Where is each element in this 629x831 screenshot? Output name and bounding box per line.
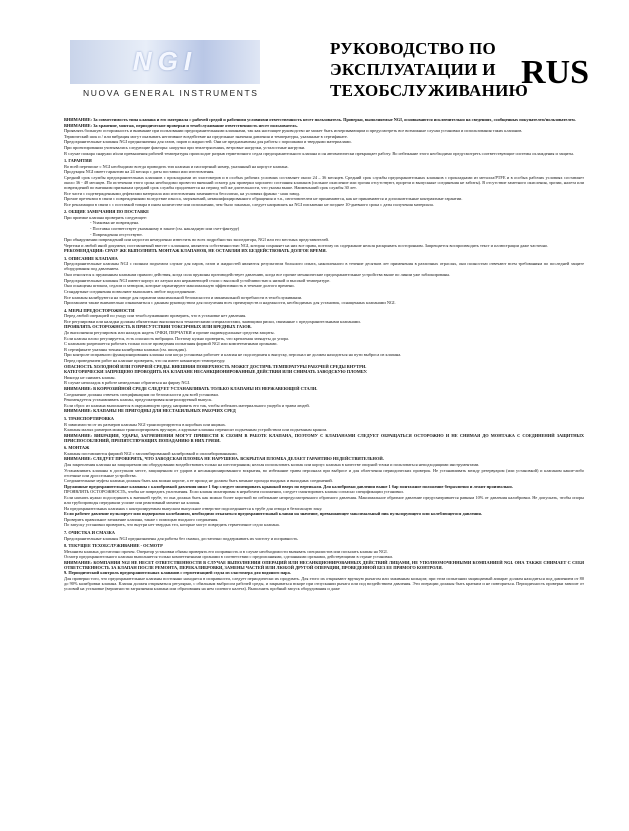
paragraph: С клапаном разрешается работать только после проведения испытания фирмой NGI или компетентными органами. bbox=[64, 341, 278, 347]
paragraph: Термический шок и / или вибрация могут оказывать негативное воздействие на предельные значения давления и температуры, указанные в сертификате. bbox=[64, 133, 348, 139]
section-heading: 4. МЕРЫ ПРЕДОСТОРОЖНОСТИ bbox=[64, 307, 135, 313]
paragraph: В случае пожара снаружи и/или превышения рабочей температуры происходит разрыв герметичного седла предохранительного клапана и он автоматически прекращает работу. Во избежание этого необходимо предусмотреть соответствующие системы охлаждения и защиты. bbox=[64, 150, 575, 156]
paragraph: Продукция NGI имеет гарантию на 24 месяца с даты поставки или изготовления. bbox=[64, 169, 215, 175]
paragraph: При обнаружении повреждений или недостач немедленно известить во всех подробностях экспедитора, NGI или его местных представителей. bbox=[64, 237, 329, 243]
section-heading: 7. ОЧИСТКА И СМАЗКА bbox=[64, 529, 115, 535]
paragraph: Никогда не снимать клапан. bbox=[64, 374, 116, 380]
paragraph: Предохранительные клапаны NGI предназначены для газов, паров и жидкостей. Они не предназначены для работы с порошками и твердыми материалами. bbox=[64, 139, 352, 145]
paragraph: В случае неполадок в работе немедленно обратиться на фирму NGI. bbox=[64, 380, 191, 386]
paragraph: Во всей переписке с NGI необходимо всегда приводить тип клапана и паспортный номер, указанный на корпусе клапана. bbox=[64, 163, 289, 169]
highlighted-notice: ОПАСНОСТЬ ХОЛОДНОЙ ИЛИ ГОРЯЧЕЙ СРЕДЫ. ВНЕШНЯЯ ПОВЕРХНОСТЬ МОЖЕТ ДОСТИЧЬ ТЕМПЕРАТУРЫ РАБОЧЕЙ СРЕДЫ ВНУТРИ. bbox=[64, 363, 367, 369]
paragraph: Механизм клапана достаточно прочен. Оператор установки обязан проверять его исправность и в случае необходимости вызывать специалистов или посылать клапан на NGI. bbox=[64, 548, 388, 554]
paragraph: Устанавливать клапаны в доступном месте, защищенном от ударов и несанкционированного вскрытия, во избежание травм персонала при выбросе и для облегчения периодических проверок. Не устанавливать между резервуаром (или установкой) и клапаном какие-либо отсечные или дроссельные устройства. bbox=[64, 467, 584, 478]
paragraph: Проверить правильное затяжение клапана, также с помощью входного соединения. bbox=[64, 516, 219, 522]
highlighted-notice: РЕКОМЕНДАЦИЯ: СРАЗУ ЖЕ ВЫПОЛНИТЬ МОНТАЖ КЛАПАНОВ, НЕ ОСТАВЛЯЯ ИХ БЕЗДЕЙСТВОВАТЬ ДОЛГОЕ ВРЕМЯ. bbox=[64, 248, 327, 254]
section-heading: 2. ОБЩИЕ ЗАМЕЧАНИЯ ПО ПОСТАВКЕ bbox=[64, 209, 150, 215]
paragraph: Для закрепления клапана на защищаемом им оборудовании воздействовать только на шестигранник; нельзя использовать колпак или корпус клапана в качестве опорной точки и пользоваться неподходящими инструментами. bbox=[64, 461, 480, 467]
paragraph: Рекомендуется устанавливать клапан, предусматривая контролируемый выпуск. bbox=[64, 397, 213, 403]
paragraph: Средний срок службы предохранительных клапанов с прокладками из эластомеров и в особых рабочих условиях составляет около 24 – 36 месяцев. Средний срок службы предохранительных клапанов с прокладками из металла/PTFE и в особых рабочих условиях составляет около 36 - 48 месяцев. По истечении этого срока необходимо провести внешний осмотр для проверки хорошего состояния клапанов (сильное окисление или эрозия отсутствуют, прорези и выпускные соединения не забиты). В отсутствие заметного окисления, эрозии, налета или повреждений по внешним признакам средний срок службы продлевается на период той же длительности, что указан выше. Наименьший срок службы 30 лет. bbox=[64, 174, 584, 190]
paragraph: Они оснащены штоком, седлом и затвором, которые гарантируют максимальную эффективность в течение долгого времени. bbox=[64, 283, 295, 289]
logo-text: NGI bbox=[132, 46, 198, 76]
paragraph: До выполнения регулировок или наладок надеть ОЧКИ, ПЕРЧАТКИ и прочие индивидуальные средства защиты. bbox=[64, 329, 275, 335]
paragraph: По запуску установки проверить, что внутри нет твердых тел, которые могут повредить герметичное седло клапана. bbox=[64, 522, 280, 528]
section-heading: 6. МОНТАЖ bbox=[64, 445, 90, 451]
paragraph: Перед проведением работ на клапане проверить, что он имеет комнатную температуру. bbox=[64, 358, 226, 363]
paragraph: На предохранительных клапанах с контролируемым выпуском выпускное отверстие подсоединяется к трубе для отвода в безопасную зону. bbox=[64, 505, 323, 511]
paragraph: Они относятся к пружинным клапанам прямого действия, когда сила пружины противодействует давлению, когда все прочие механические предохранительные устройства выше по линии уже заблокированы. bbox=[64, 272, 451, 278]
paragraph: Проявлять большую осторожность и внимание при пользовании предохранительными клапанами, так как настоящее руководство не может быть исчерпывающим и предусмотреть все возможные случаи установки и использования таких клапанов. bbox=[64, 128, 523, 134]
list-item: - Поставка соответствует указанному в заказе (см. накладную или счет-фактуру) bbox=[90, 225, 240, 231]
paragraph: Предохранительные клапаны NGI предназначены для работы без смазки, достаточно поддерживать их чистоту и исправность. bbox=[64, 535, 299, 541]
paragraph: Все регулировки или наладки должны обязательно выполняться техническими специалистами, знающими риски, связанные с предохранительными клапанами. bbox=[64, 318, 361, 324]
highlighted-notice: ПРОЯВЛЯТЬ ОСТОРОЖНОСТЬ В ПРИСУТСТВИИ ТОКСИЧНЫХ ИЛИ ВРЕДНЫХ ГАЗОВ. bbox=[64, 324, 252, 330]
warning-paragraph: ВНИМАНИЕ: КЛАПАНЫ НЕ ПРИГОДНЫ ДЛЯ НЕСТАБИЛЬНЫХ РАБОЧИХ СРЕД bbox=[64, 408, 236, 414]
paragraph: Для проверки того, что предохранительные клапаны постоянно находятся в исправности, следует периодически их продувать. Для этого их открывают вручную рычагом или зажимным кольцом; при этом испытании защищаемый аппарат должен находиться под давлением от 80 до 90% калибровки клапана. Клапан должен открываться регулярно, с обильным выбросом рабочей среды, и закрываться вскоре при отпускании рычага или под воздействием давления. Эти операции должны быть кратким и не повторяться. Периодичность проверки зависит от условий на установке (вероятности загрязнения клапана или образования на нем солевого налета). Выполнить пробный запуск оборудования и даже bbox=[64, 575, 584, 591]
warning-paragraph: ВНИМАНИЕ: КОМПАНИЯ NGI НЕ НЕСЕТ ОТВЕТСТВЕННОСТИ В СЛУЧАЕ ВЫПОЛНЕНИЯ ОПЕРАЦИЙ ИЛИ НЕСАНКЦИОНИРОВАННЫХ ДЕЙСТВИЙ ЛИЦАМИ, НЕ УПОЛНОМОЧЕННЫМИ КОМПАНИЕЙ NGI. ОНА ТАКЖЕ СНИМАЕТ С СЕБЯ ОТВЕТСТВЕННОСТЬ ЗА КЛАПАН ПОСЛЕ РЕМОНТА, ПЕРЕКАЛИБРОВКИ, ЗАМЕНЫ ЧАСТЕЙ ИЛИ ЛЮБОЙ ДРУГОЙ ОПЕРАЦИИ, ПРОВЕДЕННОЙ БЕЗ ЕЕ ПРЯМОГО КОНТРОЛЯ. bbox=[64, 559, 584, 570]
warning-paragraph: ВНИМАНИЕ: За совместимость типа клапана и его материала с рабочей средой и рабочими условиями ответственность несет пользователь. Проверки, выполняемые NGI, основываются исключительно на сведениях, сообщенных покупателем/пользователем. bbox=[64, 117, 576, 122]
paragraph: ПРОЯВЛЯТЬ ОСТОРОЖНОСТЬ, чтобы не повредить уплотнения. Если клапан монтирован в нерабочем положении, следует смонтировать клапан согласно спецификации установки. bbox=[64, 489, 404, 495]
paragraph: Соединительные муфты клапана должны быть как можно короче, а ее проход не должен быть меньше прохода входных и выходных соединений. bbox=[64, 478, 333, 484]
paragraph: В сертификате указаны точная калибровка клапана (см. шильдик). bbox=[64, 346, 187, 352]
document-body bbox=[64, 117, 584, 592]
paragraph: Если сброс из клапана выполняется в окружающую среду, направить его так, чтобы избежать материального ущерба и травм людей. bbox=[64, 402, 310, 408]
highlighted-notice: Пружинные предохранительные клапаны с калибровкой давления ниже 1 бар следует монтировать крышкой вверх по вертикали. Для калибровки давления выше 1 бар монтажное положение безразлично и лежит произвольно. bbox=[64, 483, 513, 489]
paragraph: Осмотр предохранительного клапана выполняется только компетентными органами в соответствии с предписаниями, сделанными органами, действующими в стране установки. bbox=[64, 554, 393, 560]
paragraph: При проектировании учитывались следующие факторы: нагрузки при землетрясениях, ветровые нагрузки, усталостные нагрузки. bbox=[64, 145, 306, 151]
paragraph: Прочие претензии в связи с повреждениями вследствие износа, загрязнений, неквалифицированного обращения и т.п., изготовителем не принимаются, как не принимаются и дополнительные контрактные гарантии. bbox=[64, 196, 463, 202]
section-heading: 3. ОПИСАНИЕ КЛАПАНА bbox=[64, 255, 118, 261]
paragraph: Предохранительные клапаны NGI с полным подъемом служат для паров, газов и жидкостей являются результатом большого опыта, накопленного в течение десятков лет применения в различных отраслях, они полностью отвечают всем требованиям по последней защите оборудования под давлением. bbox=[64, 261, 584, 272]
list-item: - Упаковка не повреждена. bbox=[90, 220, 140, 226]
paragraph: Клапаны поставляются фирмой NGI с запломбированной калибровкой и опломбированными. bbox=[64, 450, 238, 456]
paragraph: Стандартные соединения позволяют выполнить любое подсоединение. bbox=[64, 288, 196, 294]
warning-paragraph: ВНИМАНИЕ: СЛЕДУЕТ ПРОВЕРИТЬ, ЧТО ЗАВОДСКАЯ ПЛОМБА НЕ НАРУШЕНА. ВСКРЫТАЯ ПЛОМБА ДЕЛАЕТ ГАРАНТИЮ НЕДЕЙСТВИТЕЛЬНОЙ. bbox=[64, 456, 384, 462]
highlighted-notice: Если рабочее давление пульсирует или подвержено колебаниям, необходимо отказаться предохранительный клапан на значение, превышающее максимальный пик пульсирующего или колеблющегося давления. bbox=[64, 511, 482, 517]
paragraph: Если клапан плохо регулируется, есть опасность вибрации. Поэтому нужно проверить, что крепления затянуты до упора. bbox=[64, 335, 290, 341]
language-code: RUS bbox=[521, 54, 590, 91]
paragraph: Приглашаем также внимательно ознакомиться с данным руководством для получения всех преимуществ и надежности, необходимых для установок, оснащенных клапанами NGI. bbox=[64, 300, 396, 306]
warning-paragraph: ВНИМАНИЕ: В КОРРОЗИЙНОЙ СРЕДЕ СЛЕДУЕТ УСТАНАВЛИВАТЬ ТОЛЬКО КЛАПАНЫ ИЗ НЕРЖАВЕЮЩЕЙ СТАЛИ. bbox=[64, 386, 318, 392]
company-logo bbox=[70, 40, 260, 84]
company-name: NUOVA GENERAL INSTRUMENTS bbox=[83, 88, 259, 98]
paragraph: Если нагнать нужно подсоединить к внешней трубе, то она должна быть как можно более короткой во избежание непредусмотренного обратного давления. Максимальное обратное давление предусматривается равным 10% от давления калибровки. Не допускать, чтобы опоры или трубопроводы передавали усилие или реактивный момент на клапан. bbox=[64, 495, 584, 506]
warning-paragraph: ВНИМАНИЕ: ВИБРАЦИИ, УДАРЫ, ЗАГРЯЗНЕНИЯ МОГУТ ПРИВЕСТИ К СБОЯМ В РАБОТЕ КЛАПАНА, ПОЭТОМУ С КЛАПАНАМИ СЛЕДУЕТ ОБРАЩАТЬСЯ ОСТОРОЖНО И НЕ СНИМАЯ ДО МОНТАЖА С СОЕДИНЕНИЙ ЗАЩИТНЫХ ПРИСПОСОБЛЕНИЙ, ПРЕПЯТСТВУЮЩИХ ПОПАДАНИЮ В НИХ ГРЯЗИ. bbox=[64, 432, 584, 443]
list-item: - Повреждения отсутствуют. bbox=[90, 231, 143, 237]
paragraph: В зависимости от их размеров клапаны NGI транспортируются в коробках или ящиках. bbox=[64, 421, 227, 427]
paragraph: Клапаны малых размеров можно транспортировать вручную, а крупные клапаны переносят подъемным устройством или подъемным краном. bbox=[64, 427, 328, 433]
section-heading: 5. ТРАНСПОРТИРОВКА bbox=[64, 415, 114, 421]
paragraph: Соединение должны отвечать спецификациям по безопасности для всей установки. bbox=[64, 391, 219, 397]
paragraph: Чертежи и любой иной документ, поставляемый вместе с клапаном, являются собственностью NGI, которая сохраняет на них все права, поэтому их содержание нельзя раскрывать посторонним. Запрещается воспроизводить текст и иллюстрации даже частично. bbox=[64, 242, 549, 248]
paragraph: Все рекламации в связи с с поставкой товара в ином количестве или исполнении, чем было заказано, следует направлять на NGI письменно не позднее 10-дневного срока с даты получения материала. bbox=[64, 201, 434, 207]
highlighted-notice: КАТЕГОРИЧЕСКИ ЗАПРЕЩЕНО ПРОВОДИТЬ НА КЛАПАНЕ НЕСАНКЦИОНИРОВАННЫЕ ДЕЙСТВИЯ ИЛИ СНИМАТЬ ЗАВОДСКУЮ ПЛОМБУ. bbox=[64, 369, 368, 375]
paragraph: Предохранительные клапаны NGI имеют корпус из латуни или нержавеющей стали с высокой устойчивостью к низкой и высокой температуре. bbox=[64, 277, 331, 283]
highlighted-notice: 9. Периодический контроль предохранительных клапанов с герметизацией седла из эластомера для водяного пара. bbox=[64, 570, 291, 576]
paragraph: Перед любой операцией по уходу или техобслуживанию проверить, что в установке нет давления. bbox=[64, 313, 247, 319]
paragraph: Все части с подтвержденными дефектами материала или изготовления заменяются бесплатно, на условиях франко - наш завод. bbox=[64, 190, 301, 196]
warning-paragraph: ВНИМАНИЕ: За хранение, монтаж, периодические проверки и техобслуживание ответственность несет пользователь. bbox=[64, 122, 298, 128]
section-heading: 1. ГАРАНТИЯ bbox=[64, 158, 92, 164]
section-heading: 8. ТЕКУЩЕЕ ТЕХОБСЛУЖИВАНИЕ - ОСМОТР bbox=[64, 542, 163, 548]
document-title: РУКОВОДСТВО ПО ЭКСПЛУАТАЦИИ И ТЕХОБСЛУЖИВАНИЮ bbox=[330, 39, 529, 100]
paragraph: При контроле исправного функционирования клапана или когда установка работает и клапан не подсоединен к выпуску, персонал не должен находиться на пути выброса из клапана. bbox=[64, 352, 402, 358]
paragraph: Все клапаны калибруются на заводе для гарантии максимальной безопасности и минимальной потребности в техобслуживании. bbox=[64, 294, 303, 300]
paragraph: При приемке клапана проверить следующее: bbox=[64, 214, 148, 220]
